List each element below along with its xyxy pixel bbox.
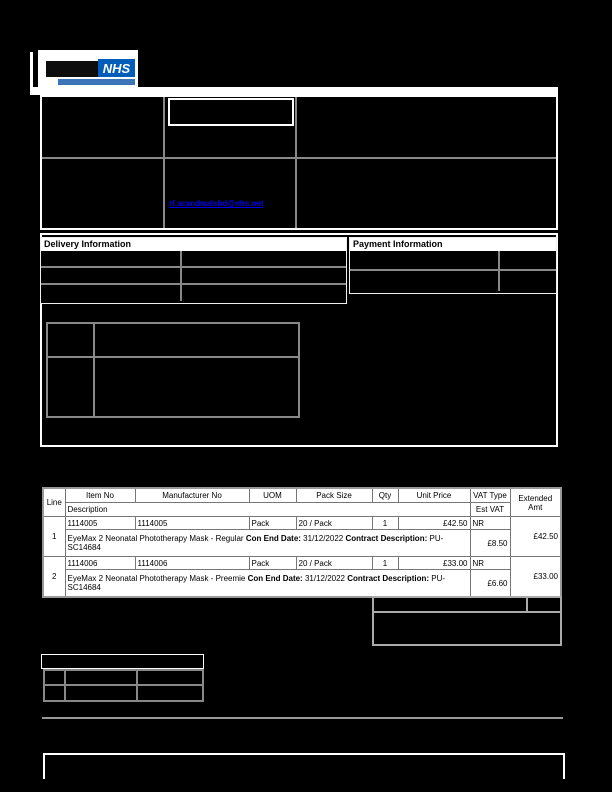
- col-header-qty: Qty: [372, 488, 398, 503]
- redacted-footer-table: [43, 669, 204, 702]
- col-header-pack-size: Pack Size: [296, 488, 372, 503]
- page-edge-sliver: [30, 52, 33, 90]
- redacted-detail-table: [46, 322, 300, 418]
- table-row-description: [43, 570, 561, 598]
- delivery-col-divider: [180, 251, 182, 301]
- cell-est-vat: £6.60: [470, 570, 510, 598]
- cell-line: 1: [43, 517, 65, 557]
- delivery-row-divider-2: [41, 283, 346, 285]
- line-items-table: [42, 487, 562, 598]
- cell-vat-type: NR: [470, 517, 510, 530]
- cell-manufacturer-no: 1114005: [135, 517, 249, 530]
- order-info-box: [40, 95, 558, 230]
- delivery-information-table: [41, 251, 346, 301]
- cell-manufacturer-no: 1114006: [135, 557, 249, 570]
- order-details-box: [40, 233, 558, 447]
- cell-qty: 1: [372, 517, 398, 530]
- redacted-trust-name: [46, 61, 98, 77]
- contact-email-link[interactable]: rf.acandwalsbd@nhs.net: [169, 199, 264, 208]
- cell-pack-size: 20 / Pack: [296, 557, 372, 570]
- cell-pack-size: 20 / Pack: [296, 517, 372, 530]
- footer-table-row-divider: [45, 684, 202, 686]
- col-header-manufacturer-no: Manufacturer No: [135, 488, 249, 503]
- col-header-uom: UOM: [249, 488, 296, 503]
- redacted-header-title: [138, 50, 558, 87]
- cell-est-vat: £8.50: [470, 530, 510, 557]
- cell-description: EyeMax 2 Neonatal Phototherapy Mask - Regular Con End Date: 31/12/2022 Contract Description: PU-SC14684: [65, 530, 470, 557]
- detail-col-divider: [93, 324, 95, 416]
- redacted-totals-box: [372, 596, 562, 646]
- cell-line: 2: [43, 557, 65, 598]
- delivery-row-divider-1: [41, 266, 346, 268]
- payment-information-section: [349, 237, 557, 294]
- po-number-box-redacted: [168, 98, 294, 126]
- redacted-footer-label-bar: [41, 654, 204, 669]
- payment-col-divider: [498, 251, 500, 291]
- info-col-divider-2: [295, 97, 297, 228]
- totals-row-divider: [374, 611, 560, 613]
- payment-information-table: [350, 251, 556, 291]
- delivery-information-section: [40, 237, 347, 304]
- payment-row-divider: [350, 269, 556, 271]
- col-header-item-no: Item No: [65, 488, 135, 503]
- cell-extended-amt: £42.50: [510, 517, 561, 557]
- cell-uom: Pack: [249, 517, 296, 530]
- detail-row-divider: [48, 356, 298, 358]
- cell-unit-price: £42.50: [398, 517, 470, 530]
- redacted-trust-subtitle: [58, 79, 135, 85]
- header-divider-band: [30, 87, 558, 95]
- cell-description: EyeMax 2 Neonatal Phototherapy Mask - Preemie Con End Date: 31/12/2022 Contract Description: PU-SC14684: [65, 570, 470, 598]
- col-header-description: Description: [65, 503, 470, 517]
- nhs-logo-text: NHS: [102, 60, 131, 76]
- cell-uom: Pack: [249, 557, 296, 570]
- col-header-est-vat: Est VAT: [470, 503, 510, 517]
- totals-col-divider: [526, 598, 528, 611]
- nhs-logo: [98, 59, 135, 77]
- info-col-divider-1: [163, 97, 165, 228]
- col-header-unit-price: Unit Price: [398, 488, 470, 503]
- cell-vat-type: NR: [470, 557, 510, 570]
- cell-item-no: 1114005: [65, 517, 135, 530]
- table-row: [43, 557, 561, 570]
- col-header-extended-amt: Extended Amt: [510, 488, 561, 517]
- cell-item-no: 1114006: [65, 557, 135, 570]
- col-header-line: Line: [43, 488, 65, 517]
- payment-information-title: Payment Information: [350, 238, 556, 251]
- table-row: [43, 517, 561, 530]
- footer-rule: [42, 717, 563, 719]
- cell-qty: 1: [372, 557, 398, 570]
- col-header-vat-type: VAT Type: [470, 488, 510, 503]
- delivery-information-title: Delivery Information: [41, 238, 346, 251]
- cell-unit-price: £33.00: [398, 557, 470, 570]
- info-row-divider: [42, 157, 556, 159]
- table-row-description: [43, 530, 561, 557]
- cell-extended-amt: £33.00: [510, 557, 561, 598]
- redacted-footer-box: [43, 753, 565, 779]
